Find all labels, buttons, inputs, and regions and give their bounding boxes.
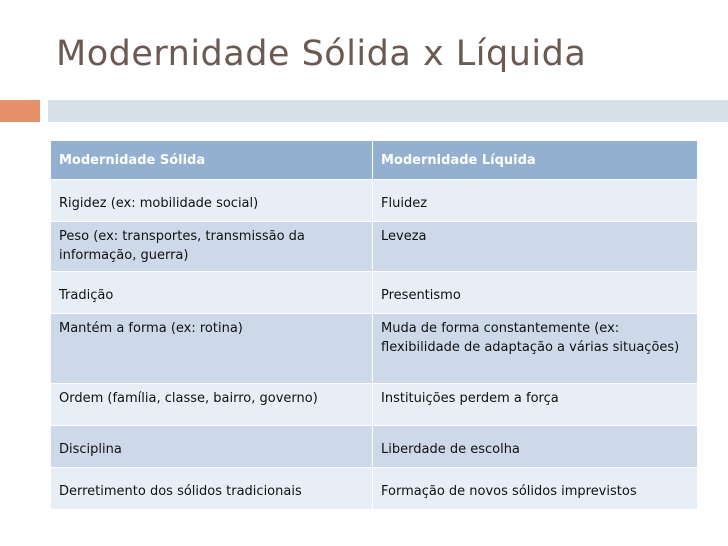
accent-divider <box>40 100 48 122</box>
table-header-row <box>51 141 698 180</box>
cell-liquid: Fluidez <box>373 180 698 222</box>
header-liquid: Modernidade Líquida <box>373 141 698 180</box>
table-row <box>51 468 698 510</box>
slide-title: Modernidade Sólida x Líquida <box>56 34 587 74</box>
cell-solid: Peso (ex: transportes, transmissão da informação, guerra) <box>51 222 373 272</box>
table-row <box>51 272 698 314</box>
header-solid: Modernidade Sólida <box>51 141 373 180</box>
comparison-table <box>50 140 698 510</box>
cell-liquid: Instituições perdem a força <box>373 384 698 426</box>
table-row <box>51 384 698 426</box>
cell-solid: Derretimento dos sólidos tradicionais <box>51 468 373 510</box>
cell-solid: Ordem (família, classe, bairro, governo) <box>51 384 373 426</box>
cell-solid: Rigidez (ex: mobilidade social) <box>51 180 373 222</box>
table-row <box>51 426 698 468</box>
accent-bar-orange <box>0 100 40 122</box>
cell-solid: Mantém a forma (ex: rotina) <box>51 314 373 384</box>
cell-liquid: Presentismo <box>373 272 698 314</box>
cell-solid: Tradição <box>51 272 373 314</box>
cell-liquid: Liberdade de escolha <box>373 426 698 468</box>
cell-solid: Disciplina <box>51 426 373 468</box>
table-row <box>51 180 698 222</box>
table-row <box>51 314 698 384</box>
cell-liquid: Formação de novos sólidos imprevistos <box>373 468 698 510</box>
accent-bar-blue <box>48 100 728 122</box>
table-row <box>51 222 698 272</box>
cell-liquid: Muda de forma constantemente (ex: flexibilidade de adaptação a várias situações) <box>373 314 698 384</box>
cell-liquid: Leveza <box>373 222 698 272</box>
